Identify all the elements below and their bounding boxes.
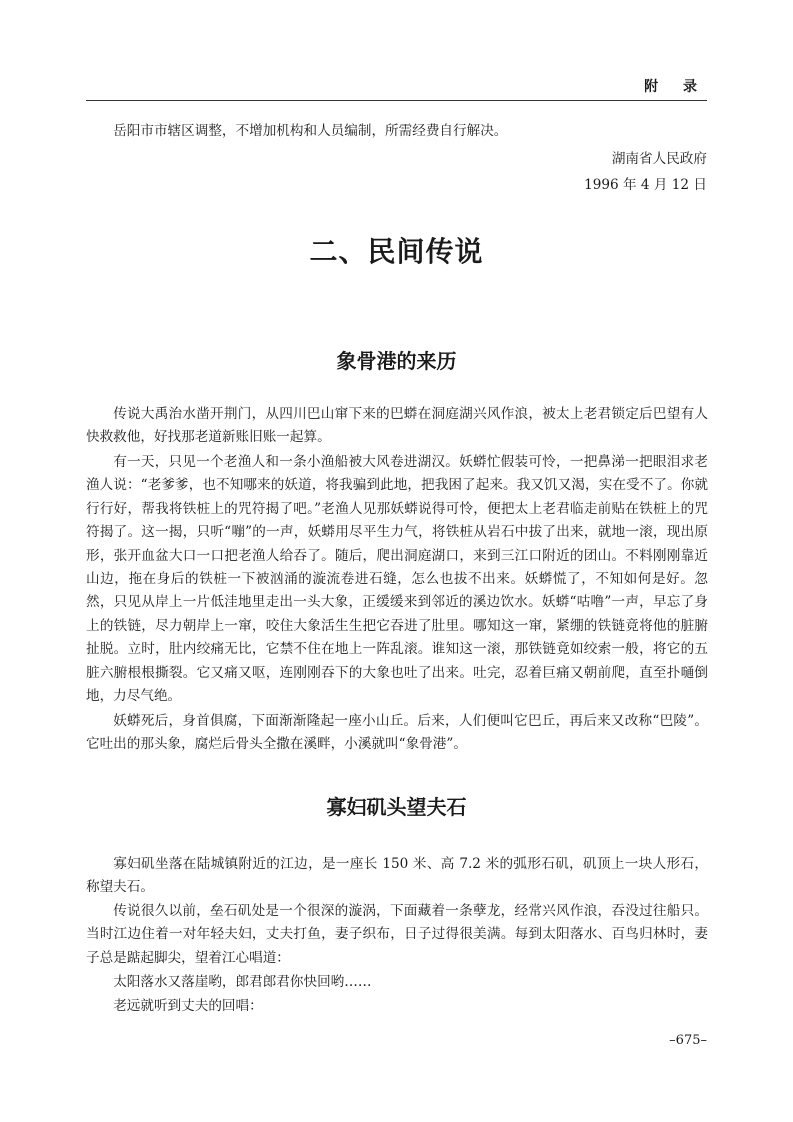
chapter-title: 二、民间传说: [309, 235, 484, 268]
story-title-guafuji: 寡妇矶头望夫石: [326, 795, 467, 819]
header-divider: [86, 100, 707, 101]
notice-issuer: 湖南省人民政府: [611, 151, 707, 167]
page-number: –675–: [669, 1033, 707, 1048]
running-header: 附 录: [644, 79, 707, 95]
song-line: 太阳落水又落崖哟，郎君郎君你快回哟……: [113, 974, 372, 990]
story2-paragraph-1: 寡妇矶坐落在陆城镇附近的江边，是一座长 150 米、高 7.2 米的弧形石矶，矶顶上一块人形石，称望夫石。: [86, 856, 708, 896]
story1-paragraph-2: 有一天，只见一个老渔人和一条小渔船被大风卷进湖汉。妖蟒忙假装可怜，一把鼻涕一把眼泪求老渔人说：“老爹爹，也不知哪来的妖道，将我骗到此地，把我困了起来。我又饥又渴，实在受不了。你就行行好，帮我将铁桩上的咒符揭了吧。”老渔人见那妖蟒说得可怜，便把太上老君临走前贴在铁桩上的咒符揭了。这一揭，只听“嘣”的一声，妖蟒用尽平生力气，将铁桩从岩石中拔了出来，就地一滚，现出原形，张开血盆大口一口把老渔人给吞了。随后，爬出洞庭湖口，来到三江口附近的团山。不料刚刚靠近山边，拖在身后的铁桩一下被汹涌的漩流卷进石缝，怎么也拔不出来。妖蟒慌了，不知如何是好。忽然，只见从岸上一片低洼地里走出一头大象，正缓缓来到邻近的溪边饮水。妖蟒“咕噜”一声，早忘了身上的铁链，尽力朝岸上一窜，咬住大象活生生把它吞进了肚里。哪知这一窜，紧绷的铁链竟将他的脏腑扯脱。立时，肚内绞痛无比，它禁不住在地上一阵乱滚。谁知这一滚，那铁链竟如绞索一般，将它的五脏六腑根根撕裂。它又痛又呕，连刚刚吞下的大象也吐了出来。吐完，忍着巨痛又朝前爬，直至扑嗵倒地，力尽气绝。: [86, 454, 708, 705]
story-title-xianggugang: 象骨港的来历: [336, 349, 457, 373]
story2-paragraph-4: 老远就听到丈夫的回唱：: [113, 998, 263, 1014]
story1-paragraph-1: 传说大禹治水凿开荆门，从四川巴山窜下来的巴蟒在洞庭湖兴风作浪，被太上老君锁定后巴望有人快救救他，好找那老道新账旧账一起算。: [86, 406, 708, 446]
story2-paragraph-2: 传说很久以前，垒石矶处是一个很深的漩涡，下面藏着一条孽龙，经常兴风作浪，吞没过往船只。当时江边住着一对年轻夫妇，丈夫打鱼，妻子织布，日子过得很美满。每到太阳落水、百鸟归林时，妻子总是踮起脚尖，望着江心唱道：: [86, 903, 708, 966]
notice-closing-paragraph: 岳阳市市辖区调整，不增加机构和人员编制，所需经费自行解决。: [113, 123, 508, 139]
story1-paragraph-3: 妖蟒死后，身首俱腐，下面渐渐隆起一座小山丘。后来，人们便叫它巴丘，再后来又改称“巴陵”。它吐出的那头象，腐烂后骨头全撒在溪畔，小溪就叫“象骨港”。: [86, 713, 708, 753]
notice-date: 1996 年 4 月 12 日: [584, 177, 707, 193]
